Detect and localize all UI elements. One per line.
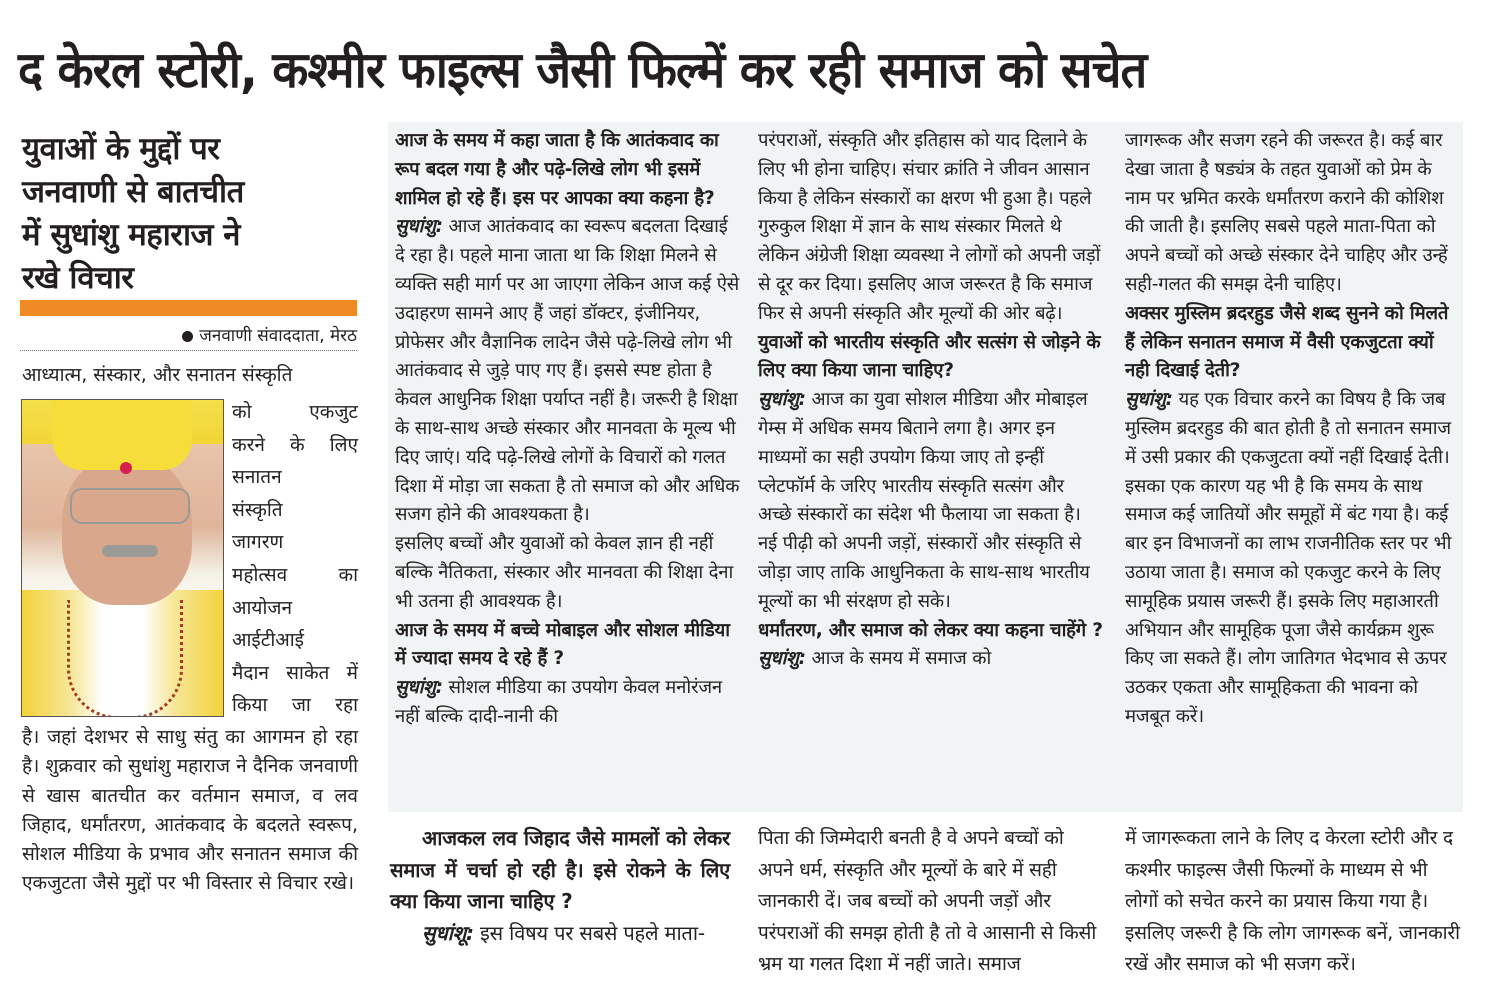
interview-column-1 (395, 127, 740, 732)
subhead-line: में सुधांशु महाराज ने (22, 217, 240, 253)
intro-line: किया जा रहा (232, 694, 358, 717)
answer-text: आज के समय में समाज को (805, 648, 992, 670)
answer-label: सुधांशू: (422, 920, 474, 945)
photo-face (62, 455, 192, 605)
question: युवाओं को भारतीय संस्कृति और सत्संग से जोड़ने के लिए क्या किया जाना चाहिए? (758, 331, 1101, 382)
answer-text: आज का युवा सोशल मीडिया और मोबाइल गेम्स में अधिक समय बिताने लगा है। अगर इन माध्यमों का सही उपयोग किया जाए तो इन्हीं प्लेटफॉर्म के जरिए भारतीय संस्कृति सत्संग और अच्छे संस्कारों का संदेश भी फैलाया जा सकता है। नई पीढ़ी को अपनी जड़ों, संस्कारों और संस्कृति से जोड़ा जाए ताकि आधुनिकता के साथ-साथ भारतीय मूल्यों का भी संरक्षण हो सके। (758, 389, 1090, 612)
intro-line: करने के लिए (232, 433, 358, 456)
intro-first-line: आध्यात्म, संस्कार, और सनातन संस्कृति (22, 364, 293, 386)
headline: द केरल स्टोरी, कश्मीर फाइल्स जैसी फिल्में कर रही समाज को सचेत (18, 41, 1147, 99)
bullet-icon (182, 331, 193, 342)
answer-label: सुधांशु: (395, 216, 443, 238)
answer-label: सुधांशु: (758, 648, 806, 670)
photo-tilak (120, 462, 132, 474)
bottom-column-3 (1125, 823, 1465, 981)
answer-text: जागरूक और सजग रहने की जरूरत है। कई बार देखा जाता है षड्यंत्र के तहत युवाओं को प्रेम के नाम पर भ्रमित करके धर्मांतरण कराने की कोशिश की जाती है। इसलिए सबसे पहले माता-पिता को अपने बच्चों को अच्छे संस्कार देने चाहिए और उन्हें सही-गलत की समझ देनी चाहिए। (1125, 130, 1448, 295)
intro-line: जागरण (232, 531, 284, 554)
question: धर्मांतरण, और समाज को लेकर क्या कहना चाहेंगे ? (758, 619, 1103, 641)
intro-wrapped-text (232, 396, 358, 722)
intro-paragraph: है। जहां देशभर से साधु संतु का आगमन हो रहा है। शुक्रवार को सुधांशु महाराज ने दैनिक जनवाणी से खास बातचीत कर वर्तमान समाज, व लव जिहाद, धर्मांतरण, आतंकवाद के बदलते स्वरूप, सोशल मीडिया के प्रभाव और सनातन समाज की एकजुटता जैसे मुद्दों पर भी विस्तार से विचार रखे। (22, 726, 358, 895)
answer-text: आज आतंकवाद का स्वरूप बदलता दिखाई दे रहा है। पहले माना जाता था कि शिक्षा मिलने से व्यक्ति सही मार्ग पर आ जाएगा लेकिन आज कई ऐसे उदाहरण सामने आए हैं जहां डॉक्टर, इंजीनियर, प्रोफेसर और वैज्ञानिक लादेन जैसे पढ़े-लिखे लोग भी आतंकवाद से जुड़े पाए गए हैं। इससे स्पष्ट होता है केवल आधुनिक शिक्षा पर्याप्त नहीं है। जरूरी है शिक्षा के साथ-साथ अच्छे संस्कार और मानवता के मूल्य भी दिए जाएं। यदि पढ़े-लिखे लोगों के विचारों को गलत दिशा में मोड़ा जा सकता है तो समाज को और अधिक सजग होने की आवश्यकता है। (395, 216, 740, 526)
photo-cap (52, 400, 192, 470)
photo-mala (67, 600, 183, 717)
subheadline (22, 128, 362, 300)
answer (390, 918, 730, 950)
intro-line: महोत्सव का (232, 563, 358, 586)
accent-divider (20, 300, 357, 316)
question: आज के समय में कहा जाता है कि आतंकवाद का रूप बदल गया है और पढ़े-लिखे लोग भी इसमें शामिल हो रहे हैं। इस पर आपका क्या कहना है? (395, 130, 719, 209)
byline (20, 322, 357, 351)
answer-text: इसलिए बच्चों और युवाओं को केवल ज्ञान ही नहीं बल्कि नैतिकता, संस्कार और मानवता की शिक्षा देना भी उतना ही आवश्यक है। (395, 533, 734, 612)
answer-text: सोशल मीडिया का उपयोग केवल मनोरंजन नहीं बल्कि दादी-नानी की (395, 677, 722, 727)
question: अक्सर मुस्लिम ब्रदरहुड जैसे शब्द सुनने को मिलते हैं लेकिन सनातन समाज में वैसी एकजुटता क्यों नही दिखाई देती? (1125, 302, 1449, 382)
answer (395, 213, 740, 530)
photo-glasses (70, 488, 190, 524)
answer-text: इस विषय पर सबसे पहले माता- (473, 920, 705, 945)
subhead-line: रखे विचार (22, 260, 134, 296)
answer-label: सुधांशु: (395, 677, 443, 699)
answer (1125, 386, 1460, 732)
portrait-photo (21, 399, 224, 717)
intro-line: आयोजन (232, 596, 293, 619)
answer (395, 674, 740, 732)
photo-moustache (102, 545, 158, 557)
bottom-column-1 (390, 823, 730, 949)
answer-text: पिता की जिम्मेदारी बनती है वे अपने बच्चों को अपने धर्म, संस्कृति और मूल्यों के बारे में सही जानकारी दें। जब बच्चों को अपनी जड़ों और परंपराओं की समझ होती है तो वे आसानी से किसी भ्रम या गलत दिशा में नहीं जाते। समाज (758, 827, 1097, 975)
interview-column-2 (758, 127, 1103, 674)
answer (758, 386, 1103, 616)
answer (758, 645, 1103, 674)
question: आजकल लव जिहाद जैसे मामलों को लेकर समाज में चर्चा हो रही है। इसे रोकने के लिए क्या किया जाना चाहिए ? (390, 826, 730, 913)
question: आज के समय में बच्चे मोबाइल और सोशल मीडिया में ज्यादा समय दे रहे हैं ? (395, 619, 730, 670)
answer-text: परंपराओं, संस्कृति और इतिहास को याद दिलाने के लिए भी होना चाहिए। संचार क्रांति ने जीवन आसान किया है लेकिन संस्कारों का क्षरण भी हुआ है। पहले गुरुकुल शिक्षा में ज्ञान के साथ संस्कार मिलते थे लेकिन अंग्रेजी शिक्षा व्यवस्था ने लोगों को अपनी जड़ों से दूर कर दिया। इसलिए आज जरूरत है कि समाज फिर से अपनी संस्कृति और मूल्यों की ओर बढ़े। (758, 130, 1101, 324)
answer-label: सुधांशु: (758, 389, 806, 411)
interview-column-3 (1125, 127, 1460, 732)
answer-label: सुधांशु: (1125, 389, 1173, 411)
intro-line: मैदान साकेत में (232, 661, 358, 684)
intro-line: सनातन (232, 466, 282, 489)
bottom-column-2 (758, 823, 1103, 981)
subhead-line: युवाओं के मुद्दों पर (22, 131, 220, 167)
intro-line: संस्कृति (232, 498, 283, 521)
answer-text: में जागरूकता लाने के लिए द केरला स्टोरी और द कश्मीर फाइल्स जैसी फिल्मों के माध्यम से भी लोगों को सचेत करने का प्रयास किया गया है। इसलिए जरूरी है कि लोग जागरूक बनें, जानकारी रखें और समाज को भी सजग करें। (1125, 827, 1460, 975)
subhead-line: जनवाणी से बातचीत (22, 174, 244, 210)
byline-text: जनवाणी संवाददाता, मेरठ (199, 326, 357, 346)
answer-text: यह एक विचार करने का विषय है कि जब मुस्लिम ब्रदरहुड की बात होती है तो सनातन समाज में उसी प्रकार की एकजुटता क्यों नहीं दिखाई देती। इसका एक कारण यह भी है कि समय के साथ समाज कई जातियों और समूहों में बंट गया है। कई बार इन विभाजनों का लाभ राजनीतिक स्तर पर भी उठाया जाता है। समाज को एकजुट करने के लिए सामूहिक प्रयास जरूरी हैं। इसके लिए महाआरती अभियान और सामूहिक पूजा जैसे कार्यक्रम शुरू किए जा सकते हैं। लोग जातिगत भेदभाव से ऊपर उठकर एकता और सामूहिकता की भावना को मजबूत करें। (1125, 389, 1452, 727)
intro-line: को एकजुट (232, 401, 358, 423)
intro-line: आईटीआई (232, 629, 304, 652)
